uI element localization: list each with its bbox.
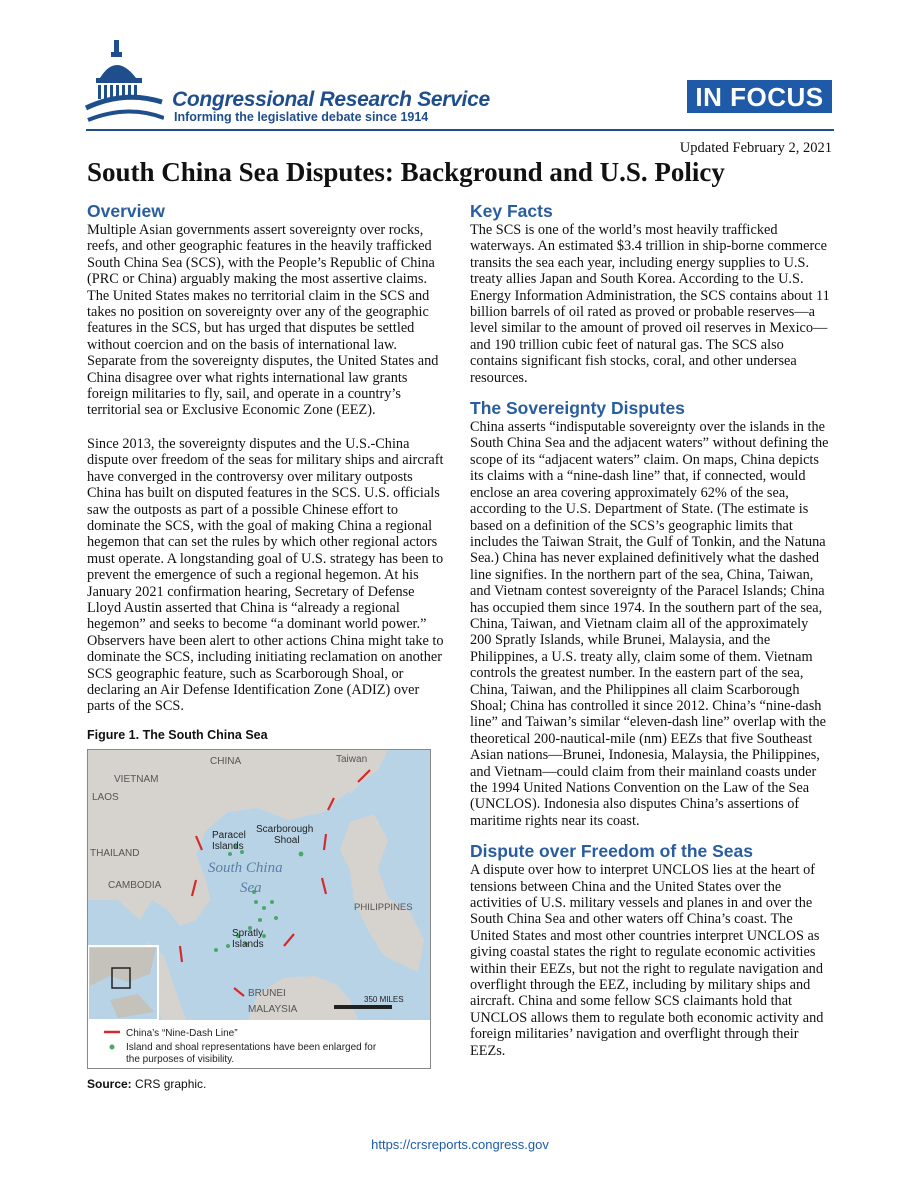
legend-islands-line-1: Island and shoal representations have been enlarged for (126, 1042, 377, 1054)
label-malaysia: MALAYSIA (248, 1004, 298, 1016)
label-cambodia: CAMBODIA (108, 880, 162, 892)
capitol-dome-logo-icon (84, 38, 164, 133)
legend-nine-dash-line: China’s “Nine-Dash Line” (126, 1028, 238, 1040)
label-taiwan: Taiwan (336, 754, 368, 766)
legend-islands-line-2: the purposes of visibility. (126, 1054, 235, 1066)
source-label: Source: (87, 1077, 132, 1092)
label-scarborough-shoal: Shoal (274, 835, 300, 847)
freedom-paragraph: A dispute over how to interpret UNCLOS lies at the heart of tensions between China and the United States over the activities of U.S. military vessels and planes in and over the South China Sea and other waters off China’s coast. The United States and most other countries interpret UNCLOS as giving coastal states the right to regulate economic activities within their EEZs, but not the right to regulate navigation and overflight through the EEZ, including by military ships and aircraft. China and some fellow SCS claimants hold that UNCLOS allows them to regulate both economic activity and foreign militaries’ navigation and overflight through their EEZs. (470, 862, 824, 1059)
footer-link[interactable]: https://crsreports.congress.gov (371, 1137, 549, 1152)
label-vietnam: VIETNAM (114, 774, 159, 786)
freedom-heading: Dispute over Freedom of the Seas (470, 841, 753, 862)
overview-heading: Overview (87, 201, 165, 221)
updated-date: Updated February 2, 2021 (679, 140, 832, 156)
label-south-china: South China (208, 860, 283, 877)
right-column (470, 201, 832, 1076)
label-sea: Sea (240, 880, 262, 897)
label-paracel-islands: Islands (212, 841, 244, 853)
header-divider (86, 129, 834, 131)
overview-paragraph-2: Since 2013, the sovereignty disputes and the U.S.-China dispute over freedom of the seas for military ships and aircraft have converged in the controversy over military outposts China has built on disputed features in the SCS. U.S. officials saw the outposts as part of a possible Chinese effort to dominate the SCS, with the goal of making China a regional hegemon that can set the rules by which other regional actors must operate. A longstanding goal of U.S. strategy has been to prevent the emergence of such a regional hegemon. At his January 2021 confirmation hearing, Secretary of Defense Lloyd Austin asserted that China is “already a regional hegemon” and seeks to become “a dominant world power.” Observers have been alert to other actions China might take to dominate the SCS, including initiating reclamation on another SCS geographic feature, such as Scarborough Shoal, or declaring an Air Defense Identification Zone (ADIZ) over parts of the SCS. (87, 435, 444, 715)
label-laos: LAOS (92, 792, 119, 804)
figure-caption: Figure 1. The South China Sea (87, 727, 268, 742)
label-paracel: Paracel (212, 830, 246, 842)
key-facts-heading: Key Facts (470, 201, 553, 221)
page-title: South China Sea Disputes: Background and U.S. Policy (87, 157, 725, 187)
south-china-sea-map (87, 749, 431, 1069)
figure-source (87, 1076, 449, 1092)
source-text: CRS graphic. (135, 1077, 207, 1092)
page-header (0, 0, 920, 187)
label-spratly-islands: Islands (232, 939, 264, 951)
label-china: CHINA (210, 756, 242, 768)
overview-paragraph-1: Multiple Asian governments assert sovereignty over rocks, reefs, and other geographic features in the heavily trafficked South China Sea (SCS), with the People’s Republic of China (PRC or China) arguably making the most assertive claims. The United States makes no territorial claim in the SCS and takes no position on sovereignty over any of the geographic features in the SCS, but has urged that disputes be settled without coercion and on the basis of international law. Separate from the sovereignty disputes, the United States and China disagree over what rights international law grants foreign militaries to fly, sail, and operate in a country’s territorial sea or Exclusive Economic Zone (EEZ). (87, 222, 439, 419)
label-brunei: BRUNEI (248, 988, 286, 1000)
sovereignty-heading: The Sovereignty Disputes (470, 398, 685, 419)
left-column (87, 201, 449, 1093)
scale-label: 350 MILES (364, 995, 404, 1005)
in-focus-badge: IN FOCUS (687, 80, 832, 113)
key-facts-paragraph: The SCS is one of the world’s most heavily trafficked waterways. An estimated $3.4 trillion in ship-borne commerce transits the sea each year, including energy supplies to U.S. treaty allies Japan and South Korea. According to the U.S. Energy Information Administration, the SCS contains about 11 billion barrels of oil rated as proved or probable reserves—a level similar to the amount of proved oil reserves in Mexico—and 190 trillion cubic feet of natural gas. The SCS also contains significant fish stocks, coral, and other undersea resources. (470, 222, 830, 386)
org-name: Congressional Research Service (172, 88, 490, 111)
org-tagline: Informing the legislative debate since 1914 (174, 110, 429, 124)
label-spratly: Spratly (232, 928, 264, 940)
label-scarborough: Scarborough (256, 824, 314, 836)
map-graphic (88, 750, 430, 1068)
label-philippines: PHILIPPINES (354, 902, 413, 914)
sovereignty-paragraph: China asserts “indisputable sovereignty over the islands in the South China Sea and the adjacent waters” without defining the scope of its “adjacent waters” claim. On maps, China depicts its claims with a “nine-dash line” that, if connected, would enclose an area covering approximately 62% of the sea, according to the U.S. Department of State. (The estimate is based on a definition of the SCS’s geographic limits that includes the Taiwan Strait, the Gulf of Tonkin, and the Natuna Sea.) China has never explained definitively what the dashed line signifies. In the northern part of the sea, China, Taiwan, and Vietnam contest sovereignty of the Paracel Islands; China has occupied them since 1974. In the southern part of the sea, China, Taiwan, and Vietnam claim all of the approximately 200 Spratly Islands, while Brunei, Malaysia, and the Philippines, a U.S. treaty ally, claim some of them. Vietnam controls the greatest number. In the eastern part of the sea, China, Taiwan, and the Philippines all claim Scarborough Shoal; China has controlled it since 2012. China’s “nine-dash line” and Taiwan’s similar “eleven-dash line” overlap with the theoretical 200-nautical-mile (nm) EEZs that five Southeast Asian nations—Brunei, Indonesia, Malaysia, the Philippines, and Vietnam—could claim from their mainland coasts under the 1994 United Nations Convention on the Law of the Sea (UNCLOS). Indonesia also disputes China’s assertions of maritime rights near its coast. (470, 419, 829, 829)
label-thailand: THAILAND (90, 848, 140, 860)
